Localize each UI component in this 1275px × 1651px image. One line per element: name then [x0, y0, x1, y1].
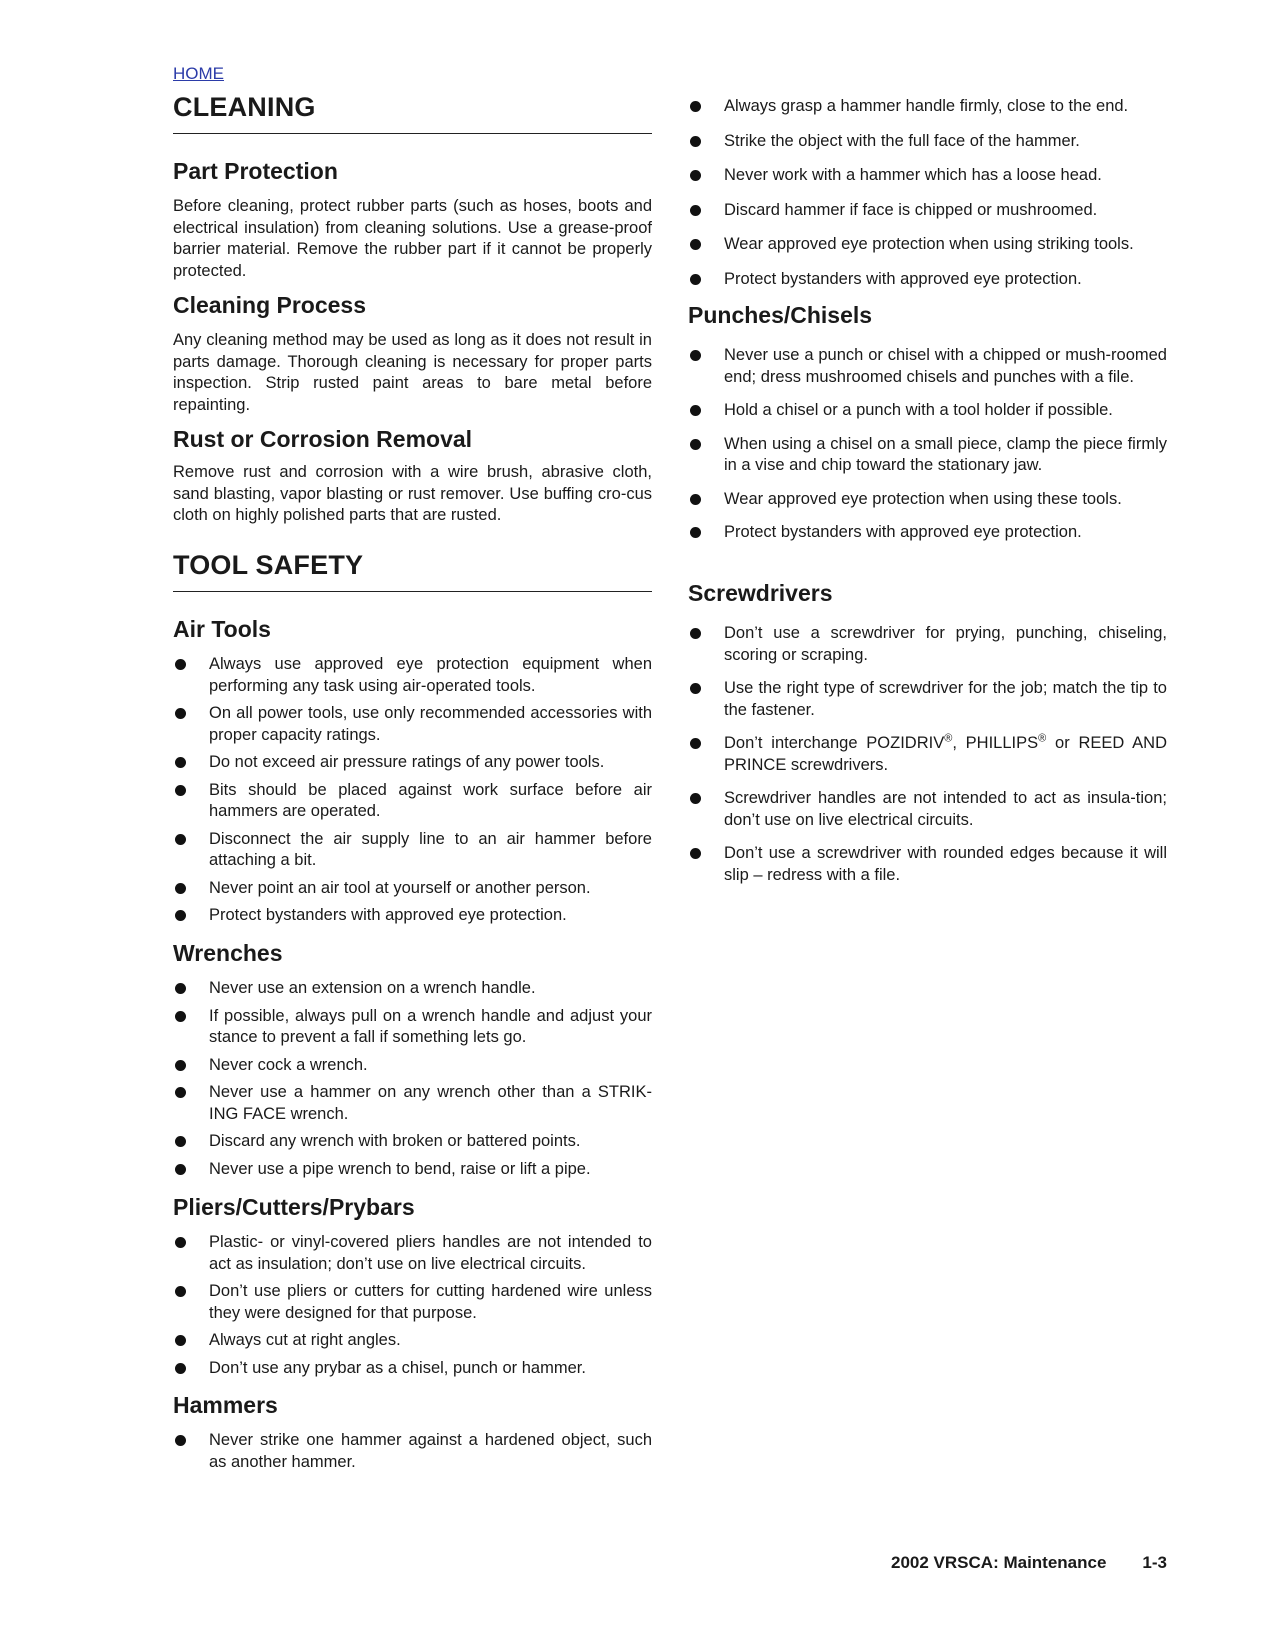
bullet-icon [690, 274, 701, 285]
list-item: Never strike one hammer against a hardened object, such as another hammer. [173, 1430, 652, 1473]
hammers-list-part1 [173, 1430, 652, 1473]
rust-removal-text: Remove rust and corrosion with a wire brush, abrasive cloth, sand blasting, vapor blasting or rust remover. Use buffing cro-cus cloth on highly polished parts that are rusted. [173, 463, 652, 524]
air-tools-list [173, 654, 652, 927]
bullet-icon [690, 527, 701, 538]
list-item: Never work with a hammer which has a loose head. [688, 165, 1167, 187]
list-item: Wear approved eye protection when using these tools. [688, 489, 1167, 511]
list-item: Bits should be placed against work surface before air hammers are operated. [173, 780, 652, 823]
list-item: Protect bystanders with approved eye protection. [688, 522, 1167, 544]
tool-safety-title: TOOL SAFETY [173, 550, 652, 592]
screwdrivers-list [688, 623, 1167, 886]
list-item: Discard hammer if face is chipped or mushroomed. [688, 200, 1167, 222]
home-link[interactable]: HOME [173, 64, 224, 83]
list-item: Always cut at right angles. [173, 1330, 652, 1352]
list-item: Don’t use pliers or cutters for cutting hardened wire unless they were designed for that purpose. [173, 1281, 652, 1324]
bullet-icon [175, 757, 186, 768]
bullet-icon [175, 834, 186, 845]
bullet-icon [175, 1011, 186, 1022]
bullet-icon [690, 239, 701, 250]
bullet-icon [690, 683, 701, 694]
list-item: Always use approved eye protection equipment when performing any task using air-operated tools. [173, 654, 652, 697]
bullet-icon [175, 1237, 186, 1248]
page-footer [891, 1553, 1167, 1573]
bullet-icon [690, 350, 701, 361]
list-item: Don’t use a screwdriver with rounded edges because it will slip – redress with a file. [688, 843, 1167, 886]
wrenches-list [173, 978, 652, 1180]
cleaning-process-text: Any cleaning method may be used as long as it does not result in parts damage. Thorough cleaning is necessary for proper parts inspection. Strip rusted paint areas to bare metal before repainting. [173, 331, 652, 414]
list-item: On all power tools, use only recommended accessories with proper capacity ratings. [173, 703, 652, 746]
list-item: Don’t use any prybar as a chisel, punch or hammer. [173, 1358, 652, 1380]
footer-title: 2002 VRSCA: Maintenance [891, 1553, 1107, 1572]
list-item: Wear approved eye protection when using striking tools. [688, 234, 1167, 256]
pliers-heading: Pliers/Cutters/Prybars [173, 1194, 415, 1220]
list-item: Use the right type of screwdriver for the job; match the tip to the fastener. [688, 678, 1167, 721]
pliers-list [173, 1232, 652, 1379]
list-item: Never use a pipe wrench to bend, raise or lift a pipe. [173, 1159, 652, 1181]
bullet-icon [175, 1164, 186, 1175]
bullet-icon [175, 983, 186, 994]
bullet-icon [175, 785, 186, 796]
list-item: When using a chisel on a small piece, clamp the piece firmly in a vise and chip toward the stationary jaw. [688, 434, 1167, 477]
bullet-icon [690, 405, 701, 416]
bullet-icon [175, 659, 186, 670]
list-item: Never use an extension on a wrench handle. [173, 978, 652, 1000]
list-item: Always grasp a hammer handle firmly, close to the end. [688, 96, 1167, 118]
list-item: Strike the object with the full face of the hammer. [688, 131, 1167, 153]
bullet-icon [175, 1286, 186, 1297]
list-item: Don’t interchange POZIDRIV®, PHILLIPS® or REED AND PRINCE screwdrivers. [688, 733, 1167, 776]
hammers-list-part2 [688, 96, 1167, 290]
bullet-icon [690, 848, 701, 859]
rust-removal-heading: Rust or Corrosion Removal [173, 426, 473, 452]
bullet-icon [175, 883, 186, 894]
bullet-icon [690, 101, 701, 112]
bullet-icon [175, 1136, 186, 1147]
bullet-icon [690, 494, 701, 505]
hammers-heading: Hammers [173, 1392, 278, 1418]
part-protection-text: Before cleaning, protect rubber parts (such as hoses, boots and electrical insulation) from cleaning solutions. Use a grease-proof barrier material. Remove the rubber part if it cannot be properly protected. [173, 197, 652, 280]
list-item: Hold a chisel or a punch with a tool holder if possible. [688, 400, 1167, 422]
bullet-icon [175, 1363, 186, 1374]
list-item: Never use a punch or chisel with a chipped or mush-roomed end; dress mushroomed chisels and punches with a file. [688, 345, 1167, 388]
list-item: Protect bystanders with approved eye protection. [173, 905, 652, 927]
list-item: Never point an air tool at yourself or another person. [173, 878, 652, 900]
list-item: Never use a hammer on any wrench other than a STRIK-ING FACE wrench. [173, 1082, 652, 1125]
bullet-icon [175, 910, 186, 921]
part-protection-heading: Part Protection [173, 158, 338, 184]
page-number: 1-3 [1142, 1553, 1167, 1572]
bullet-icon [690, 793, 701, 804]
list-item: If possible, always pull on a wrench handle and adjust your stance to prevent a fall if something lets go. [173, 1006, 652, 1049]
wrenches-heading: Wrenches [173, 940, 283, 966]
list-item: Don’t use a screwdriver for prying, punching, chiseling, scoring or scraping. [688, 623, 1167, 666]
screwdrivers-heading: Screwdrivers [688, 580, 833, 606]
cleaning-title: CLEANING [173, 92, 652, 134]
punches-list [688, 345, 1167, 544]
list-item: Discard any wrench with broken or battered points. [173, 1131, 652, 1153]
punches-heading: Punches/Chisels [688, 302, 873, 328]
list-item: Do not exceed air pressure ratings of any power tools. [173, 752, 652, 774]
bullet-icon [690, 170, 701, 181]
bullet-icon [175, 1435, 186, 1446]
list-item: Disconnect the air supply line to an air hammer before attaching a bit. [173, 829, 652, 872]
list-item: Plastic- or vinyl-covered pliers handles are not intended to act as insulation; don’t use on live electrical circuits. [173, 1232, 652, 1275]
list-item: Screwdriver handles are not intended to act as insula-tion; don’t use on live electrical circuits. [688, 788, 1167, 831]
bullet-icon [690, 738, 701, 749]
bullet-icon [690, 136, 701, 147]
list-item: Protect bystanders with approved eye protection. [688, 269, 1167, 291]
air-tools-heading: Air Tools [173, 616, 271, 642]
bullet-icon [175, 1087, 186, 1098]
bullet-icon [175, 1060, 186, 1071]
bullet-icon [690, 205, 701, 216]
list-item: Never cock a wrench. [173, 1055, 652, 1077]
bullet-icon [690, 628, 701, 639]
bullet-icon [690, 439, 701, 450]
cleaning-process-heading: Cleaning Process [173, 292, 367, 318]
bullet-icon [175, 708, 186, 719]
bullet-icon [175, 1335, 186, 1346]
